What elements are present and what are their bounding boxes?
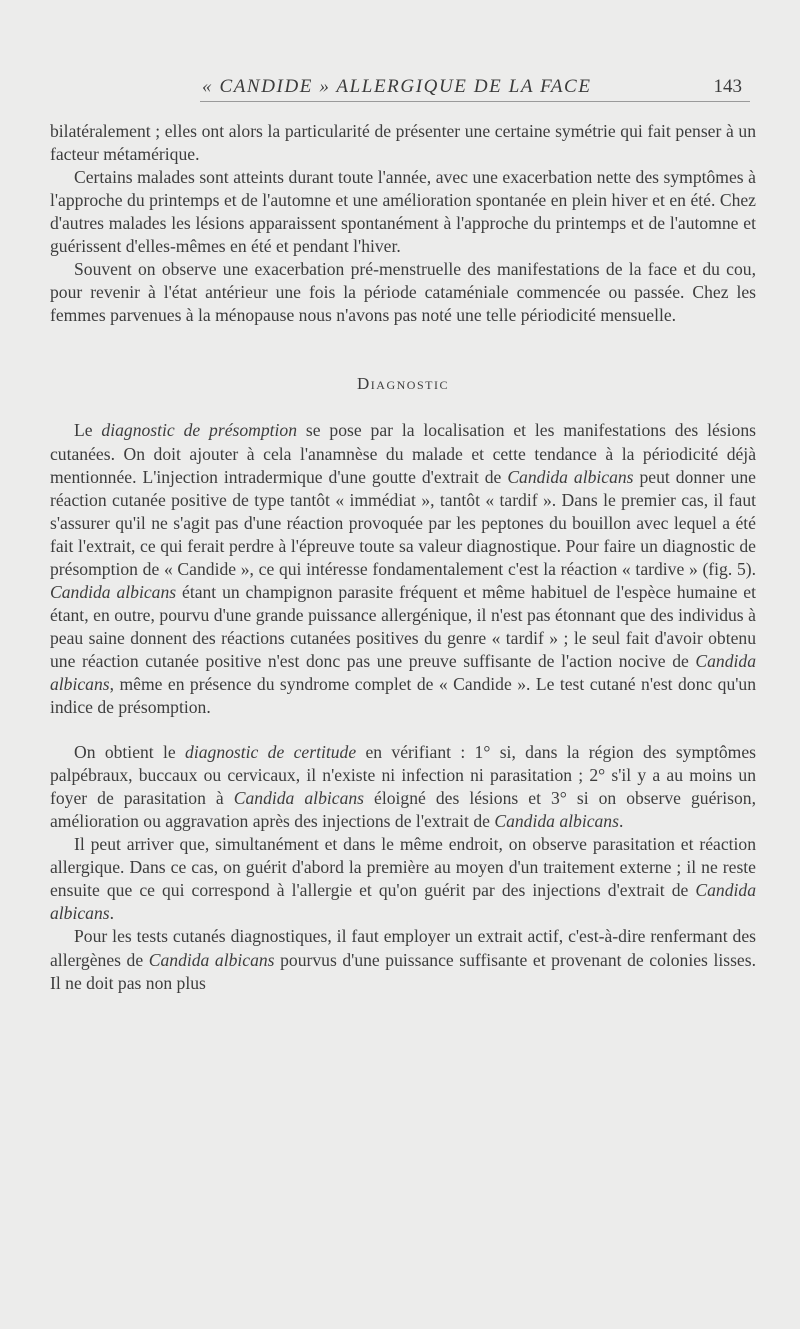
p5-text-4: . xyxy=(618,811,624,832)
p7-text-2: pourvus d'une puissance suffisante et provenant de colonies lisses. Il ne doit pas non plus xyxy=(50,949,756,993)
p7-italic-1: Candida albicans xyxy=(148,949,275,970)
running-head xyxy=(52,76,748,104)
p5-text-3: éloigné des lésions et 3° si on observe guérison, amélioration ou aggravation après des injections de l'extrait de xyxy=(50,788,756,832)
running-head-title: « CANDIDE » ALLERGIQUE DE LA FACE xyxy=(202,76,592,97)
p4-italic-2: Candida albicans xyxy=(507,466,634,487)
p5-italic-1: diagnostic de certitude xyxy=(185,742,357,763)
paragraph-3: Souvent on observe une exacerbation pré-menstruelle des manifestations de la face et du cou, pour revenir à l'état antérieur une fois la période cataméniale commencée ou passée. Chez les femmes parvenues à la ménopause nous n'avons pas noté une telle périodicité mensuelle. xyxy=(50,259,756,326)
p4-text-2: se pose par la localisation et les manifestations des lésions cutanées. On doit ajouter à cela l'anamnèse du malade et cette tendance à la périodicité déjà mentionnée. L'injection intradermique d'une goutte d'extrait de xyxy=(50,420,756,487)
paragraph-2: Certains malades sont atteints durant toute l'année, avec une exacerbation nette des symptômes à l'approche du printemps et de l'automne et une amélioration spontanée en plein hiver et en été. Chez d'autres malades les lésions apparaissent spontanément à l'approche du printemps et de l'automne et guérissent d'elles-mêmes en été et pendant l'hiver. xyxy=(50,167,756,257)
p5-italic-2: Candida albicans xyxy=(233,788,365,809)
p4-italic-4: Candida albicans xyxy=(50,650,756,694)
paragraph-7 xyxy=(50,925,756,994)
section-heading: Diagnostic xyxy=(357,374,449,394)
p4-text-5: , même en présence du syndrome complet de « Candide ». Le test cutané n'est donc qu'un indice de présomption. xyxy=(50,673,756,718)
paragraph-1: bilatéralement ; elles ont alors la particularité de présenter une certaine symétrie qui fait penser à un facteur métamérique. xyxy=(50,121,756,165)
p7-text-1: Pour les tests cutanés diagnostiques, il faut employer un extrait actif, c'est-à-dire renfermant des allergènes de xyxy=(50,926,756,970)
p4-text-4: étant un champignon parasite fréquent et même habituel de l'espèce humaine et étant, en outre, pourvu d'une grande puissance allergénique, il n'est pas étonnant que des individus à peau saine donnent des réactions cutanées positives du genre « tardif » ; le seul fait d'avoir obtenu une réaction cutanée positive n'est donc pas une preuve suffisante de l'action nocive de xyxy=(50,581,756,671)
paragraph-6 xyxy=(50,833,756,925)
paragraph-gap xyxy=(50,719,756,741)
p6-italic-1: Candida albicans xyxy=(50,880,756,924)
p6-text-1: Il peut arriver que, simultanément et dans le même endroit, on observe parasitation et réaction allergique. Dans ce cas, on guérit d'abord la première au moyen d'un traitement externe ; il ne reste ensuite que ce qui correspond à l'allergie et qu'on guérit par des injections d'extrait de xyxy=(50,834,756,901)
p4-italic-3: Candida albicans xyxy=(50,581,177,602)
header-rule xyxy=(200,101,750,102)
p4-text-3: peut donner une réaction cutanée positive de type tantôt « immédiat », tantôt « tardif ». Dans le premier cas, il faut s'assurer qu'il ne s'agit pas d'une réaction provoquée par les peptones du bouillon avec lequel a été fait l'extrait, ce qui ferait perdre à l'épreuve toute sa valeur diagnostique. Pour faire un diagnostic de présomption de « Candide », ce qui intéresse fondamentalement c'est la réaction « tardive » (fig. 5). xyxy=(50,466,756,579)
paragraph-5 xyxy=(50,741,756,833)
p5-text-2: en vérifiant : 1° si, dans la région des symptômes palpébraux, buccaux ou cervicaux, il n'existe ni infection ni parasitation ; 2° s'il y a au moins un foyer de parasitation à xyxy=(50,742,756,809)
body-text xyxy=(50,120,756,995)
paragraph-4 xyxy=(50,419,756,719)
p4-italic-1: diagnostic de présomption xyxy=(101,420,298,441)
p6-text-2: . xyxy=(109,903,115,924)
p4-text-1: Le xyxy=(74,420,102,441)
page-number: 143 xyxy=(713,76,742,97)
p5-italic-3: Candida albicans xyxy=(494,811,619,832)
p5-text-1: On obtient le xyxy=(74,742,186,763)
